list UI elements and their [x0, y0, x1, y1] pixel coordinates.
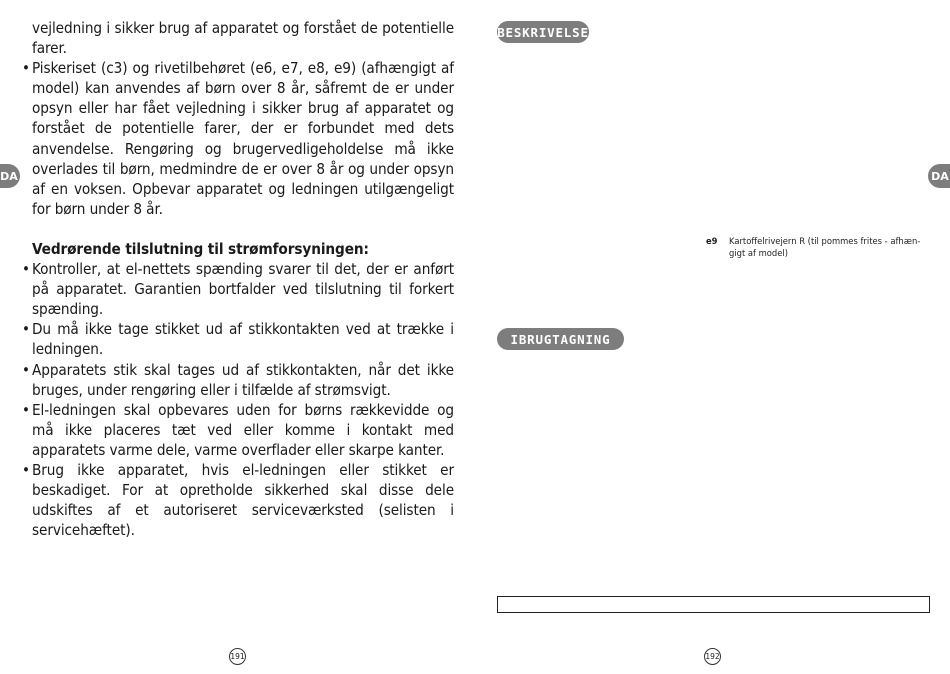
- bullet-item: [22, 360, 454, 400]
- bullet-icon: •: [22, 400, 30, 419]
- item-text: Kartoffelrivejern R (til pommes frites - afhæn-gigt af model): [729, 236, 921, 258]
- bullet-item: [22, 400, 454, 460]
- bullet-text: Du må ikke tage stikket ud af stikkontakten ved at trække i ledningen.: [32, 320, 454, 359]
- empty-frame: [497, 596, 930, 613]
- bullet-text: El-ledningen skal opbevares uden for børns rækkevidde og må ikke placeres tæt ved eller komme i kontakt med apparatets varme dele, varme overflader eller skarpe kanter.: [32, 400, 454, 459]
- bullet-text: Kontroller, at el-nettets spænding svarer til det, der er anført på apparatet. Garantien bortfalder ved tilslutning til forkert spænding.: [32, 260, 454, 319]
- bullet-icon: •: [22, 360, 30, 379]
- bullet-text: Piskeriset (c3) og rivetilbehøret (e6, e7, e8, e9) (afhængigt af model) kan anvendes af børn over 8 år, såfremt de er under opsyn eller har fået vejledning i sikker brug af apparatet og forstået de potentielle farer, der er forbundet med dets anvendelse. Rengøring og brugervedligeholdelse må ikke overlades til børn, medmindre de er over 8 år og under opsyn af en voksen. Opbevar apparatet og ledningen utilgængeligt for børn under 8 år.: [32, 59, 454, 218]
- page-number-right: 192: [704, 648, 721, 665]
- bullet-icon: •: [22, 320, 30, 339]
- language-tab-left: DA: [0, 164, 20, 188]
- bullet-list-power: [22, 259, 454, 540]
- bullet-item: [22, 319, 454, 359]
- intro-continuation: vejledning i sikker brug af apparatet og forstået de potentielle farer.: [32, 19, 454, 58]
- power-supply-heading: Vedrørende tilslutning til strømforsyningen:: [32, 239, 369, 258]
- bullet-item: [22, 259, 454, 319]
- item-code: e9: [706, 236, 718, 246]
- bullet-icon: •: [22, 59, 30, 78]
- bullet-text: Apparatets stik skal tages ud af stikkontakten, når det ikke bruges, under rengøring eller i tilfælde af strømsvigt.: [32, 360, 454, 399]
- bullet-text: Brug ikke apparatet, hvis el-ledningen eller stikket er beskadiget. For at opretholde sikkerhed skal disse dele udskiftes af et autoriseret serviceværksted (selisten i servicehæftet).: [32, 460, 454, 540]
- bullet-icon: •: [22, 260, 30, 279]
- page-number-left: 191: [229, 648, 246, 665]
- bullet-item: [22, 58, 454, 219]
- bullet-icon: •: [22, 460, 30, 479]
- bullet-item: [22, 460, 454, 540]
- language-tab-right: DA: [928, 164, 950, 188]
- section-label-usage: IBRUGTAGNING: [497, 328, 624, 350]
- left-page-text: [22, 18, 454, 540]
- section-label-description: BESKRIVELSE: [497, 21, 589, 43]
- bullet-list-safety: [22, 58, 454, 219]
